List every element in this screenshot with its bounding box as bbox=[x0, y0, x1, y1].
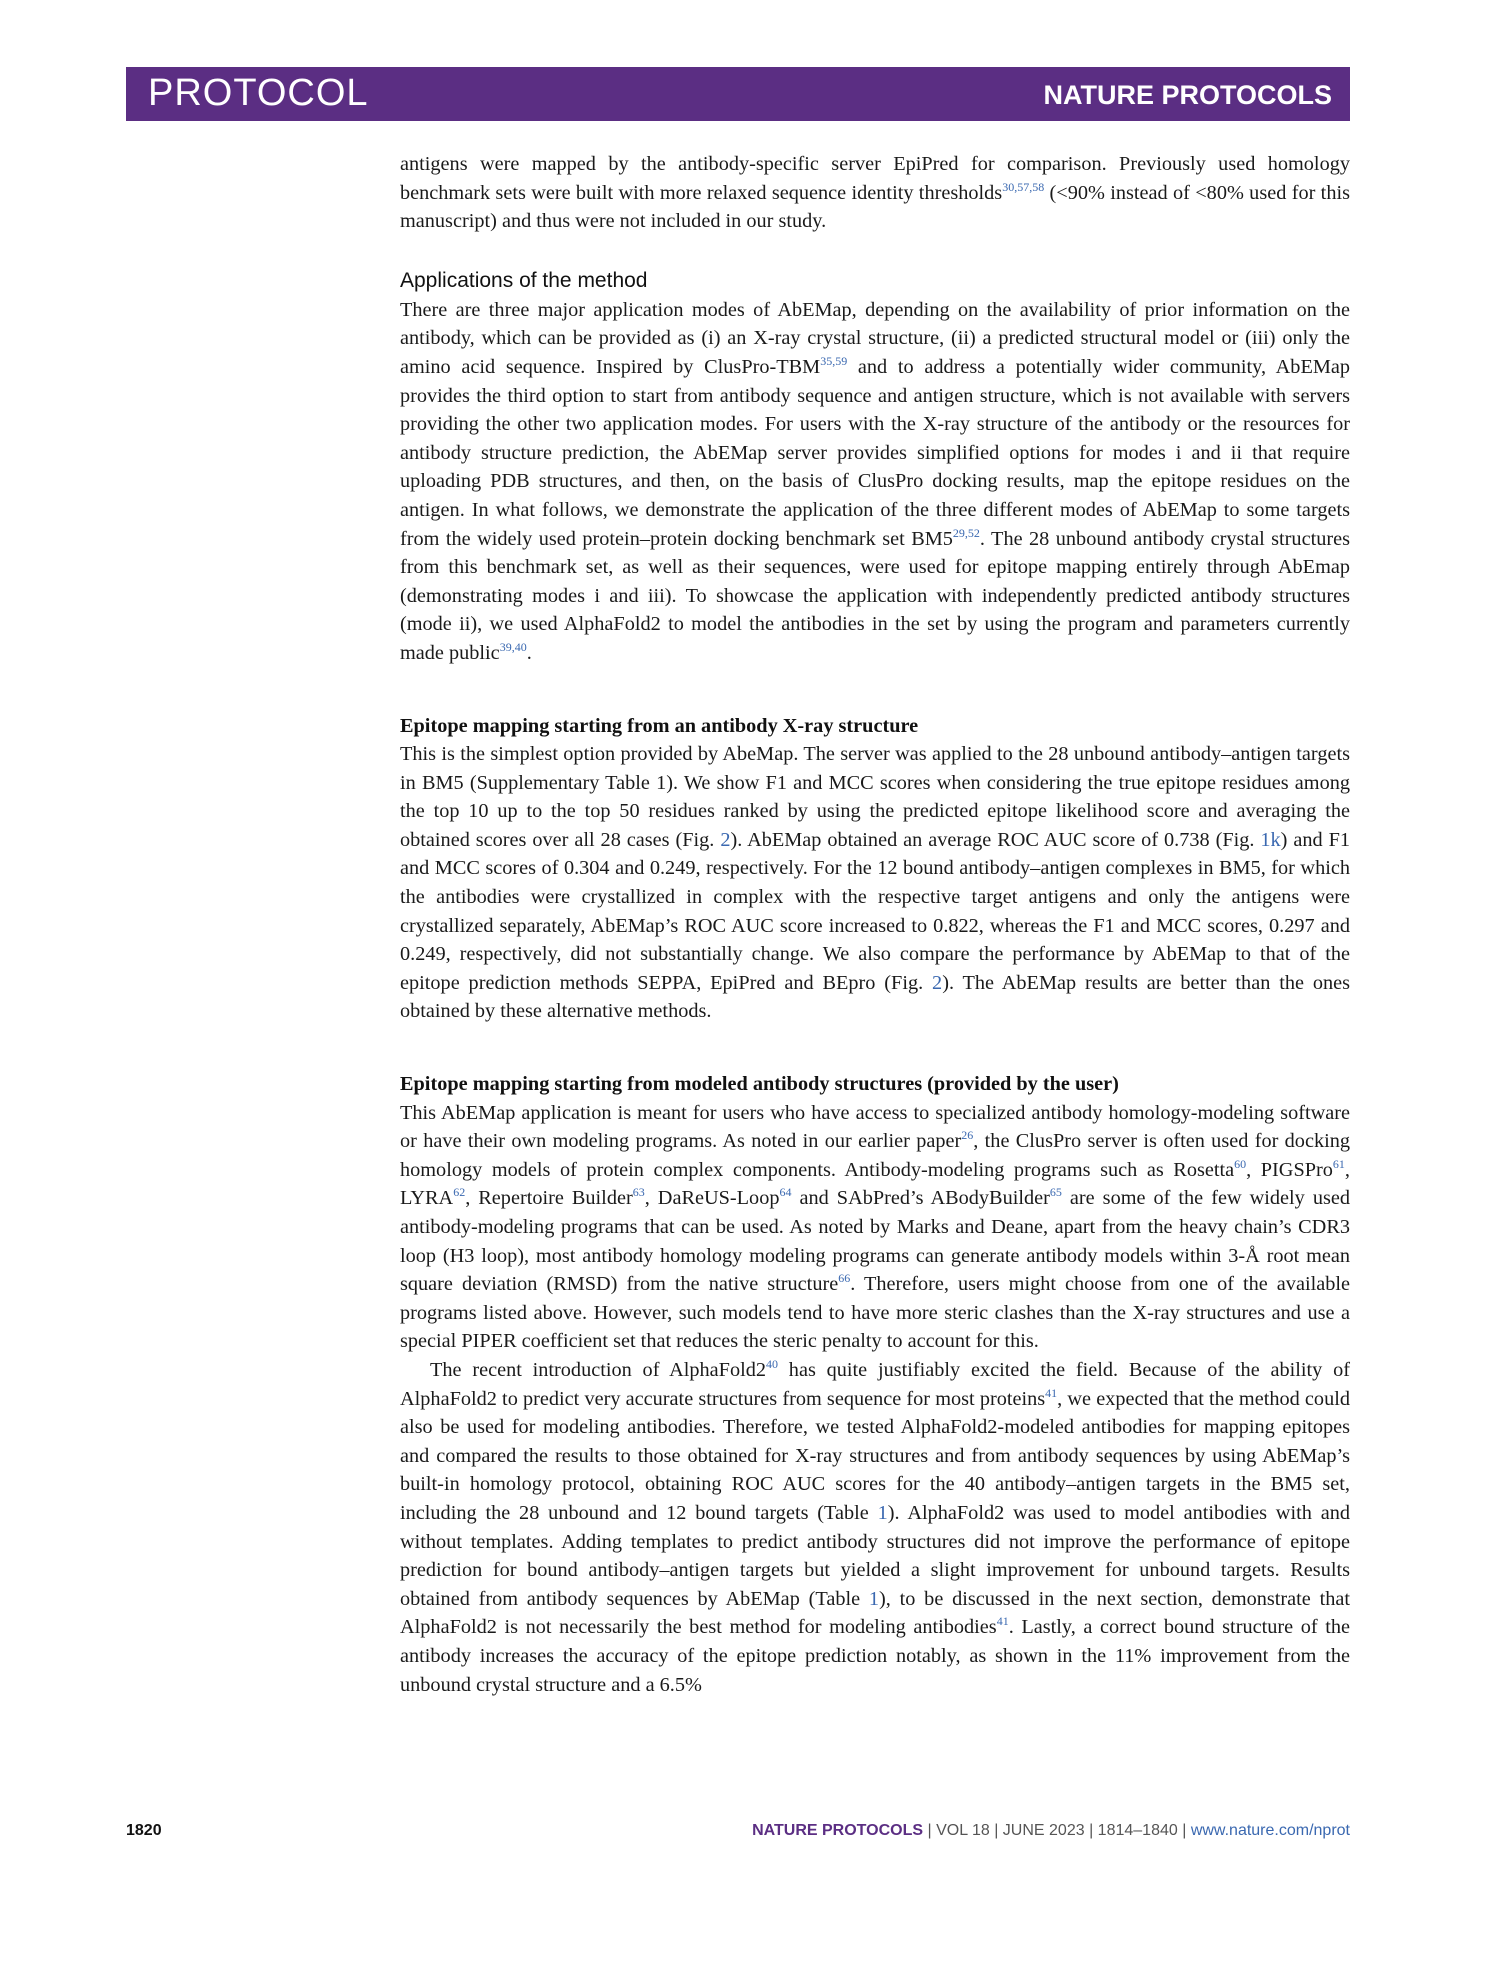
text-run: There are three major application modes of AbEMap, depending on the availability of prior information on the antibody, which can be provided as (i) an X-ray crystal structure, (ii) a predicted structural model or (iii) only the amino acid sequence. Inspired by ClusPro-TBM bbox=[400, 298, 1350, 378]
text-run: ). The AbEMap results are better than the ones obtained by these alternative methods. bbox=[400, 971, 1351, 1023]
journal-url-link[interactable]: www.nature.com/nprot bbox=[1190, 1822, 1350, 1839]
citation-ref[interactable]: 26 bbox=[961, 1128, 974, 1143]
text-run: ), to be discussed in the next section, demonstrate that AlphaFold2 is not necessarily the best method for modeling antibodies bbox=[400, 1587, 1350, 1639]
modeled-paragraph-2 bbox=[400, 1356, 1350, 1699]
text-run: , DaReUS-Loop bbox=[644, 1187, 780, 1210]
figure-link[interactable]: 1k bbox=[1260, 828, 1281, 851]
citation-ref[interactable]: 60 bbox=[1234, 1156, 1247, 1171]
citation-ref[interactable]: 29,52 bbox=[952, 525, 980, 540]
citation-ref[interactable]: 65 bbox=[1049, 1185, 1062, 1200]
text-run: antigens were mapped by the antibody-specific server EpiPred for comparison. Previously used homology benchmark sets were built with more relaxed sequence identity thresholds bbox=[400, 153, 1350, 204]
citation-ref[interactable]: 62 bbox=[453, 1185, 466, 1200]
citation-ref[interactable]: 30,57,58 bbox=[1002, 179, 1045, 194]
journal-label: NATURE PROTOCOLS bbox=[1043, 80, 1332, 110]
citation-ref[interactable]: 41 bbox=[996, 1614, 1009, 1629]
figure-link[interactable]: 2 bbox=[932, 971, 943, 994]
text-run: . Lastly, a correct bound structure of the antibody increases the accuracy of the epitope prediction notably, as shown in the 11% improvement from the unbound crystal structure and a 6.5% bbox=[400, 1616, 1350, 1696]
subsection-heading-xray: Epitope mapping starting from an antibody X-ray structure bbox=[400, 714, 919, 737]
volume-info: | VOL 18 | JUNE 2023 | 1814–1840 | bbox=[923, 1822, 1191, 1839]
text-run: This AbEMap application is meant for users who have access to specialized antibody homology-modeling software or have their own modeling programs. As noted in our earlier paper bbox=[400, 1101, 1350, 1153]
table-link[interactable]: 1 bbox=[868, 1587, 880, 1610]
article-type-label: PROTOCOL bbox=[148, 72, 369, 114]
text-run: are some of the few widely used antibody-modeling programs that can be used. As noted by Marks and Deane, apart from the heavy chain’s CDR3 loop (H3 loop), most antibody homology modeling programs can generate antibody models within 3-Å root mean square deviation (RMSD) from the native structure bbox=[400, 1187, 1351, 1296]
table-link[interactable]: 1 bbox=[877, 1501, 888, 1524]
text-run: . Therefore, users might choose from one of the available programs listed above. However, such models tend to have more steric clashes than the X-ray structures and use a special PIPER coefficient set that reduces the steric penalty to account for this. bbox=[400, 1273, 1350, 1353]
text-run: has quite justifiably excited the field. Because of the ability of AlphaFold2 to predict very accurate structures from sequence for most proteins bbox=[400, 1358, 1350, 1410]
journal-name: NATURE PROTOCOLS bbox=[752, 1822, 924, 1839]
text-run: and SAbPred’s ABodyBuilder bbox=[791, 1187, 1050, 1210]
text-run: , PIGSPro bbox=[1246, 1158, 1333, 1181]
text-run: (<90% instead of <80% used for this manuscript) and thus were not included in our study. bbox=[400, 181, 1350, 233]
text-run: and to address a potentially wider community, AbEMap provides the third option to start from antibody sequence and antigen structure, which is not available with servers providing the other two application modes. For users with the X-ray structure of the antibody or the resources for antibody structure prediction, the AbEMap server provides simplified options for modes i and ii that require uploading PDB structures, and then, on the basis of ClusPro docking results, map the epitope residues on the antigen. In what follows, we demonstrate the application of the three different modes of AbEMap to some targets from the widely used protein–protein docking benchmark set BM5 bbox=[400, 355, 1351, 550]
page-number: 1820 bbox=[126, 1822, 162, 1839]
citation-ref[interactable]: 41 bbox=[1045, 1385, 1058, 1400]
text-run: , we expected that the method could also be used for modeling antibodies. Therefore, we tested AlphaFold2-modeled antibodies for mapping epitopes and compared the results to those obtained for X-ray structures and from antibody sequences by using AbEMap’s built-in homology protocol, obtaining ROC AUC scores for the 40 antibody–antigen targets in the BM5 set, including the 28 unbound and 12 bound targets (Table bbox=[400, 1387, 1350, 1524]
citation-ref[interactable]: 64 bbox=[779, 1185, 792, 1200]
text-run: ) and F1 and MCC scores of 0.304 and 0.249, respectively. For the 12 bound antibody–antigen complexes in BM5, for which the antibodies were crystallized in complex with the respective target antigens and only the antigens were crystallized separately, AbEMap’s ROC AUC score increased to 0.822, whereas the F1 and MCC scores, 0.297 and 0.249, respectively, did not substantially change. We also compare the performance by AbEMap to that of the epitope prediction methods SEPPA, EpiPred and BEpro (Fig. bbox=[400, 828, 1350, 994]
text-run: ). AbEMap obtained an average ROC AUC score of 0.738 (Fig. bbox=[730, 828, 1261, 851]
text-run: . The 28 unbound antibody crystal structures from this benchmark set, as well as their sequences, were used for epitope mapping entirely through AbEmap (demonstrating modes i and iii). To showcase the application with independently predicted antibody structures (mode ii), we used AlphaFold2 to model the antibodies in the set by using the program and parameters currently made public bbox=[400, 527, 1351, 664]
text-run: The recent introduction of AlphaFold2 bbox=[430, 1358, 767, 1381]
subsection-heading-modeled: Epitope mapping starting from modeled antibody structures (provided by the user) bbox=[400, 1073, 1119, 1096]
applications-paragraph bbox=[400, 296, 1350, 668]
text-run: ). AlphaFold2 was used to model antibodies with and without templates. Adding templates to predict antibody structures did not improve the performance of epitope prediction for bound antibody–antigen targets but yielded a slight improvement for unbound targets. Results obtained from antibody sequences by AbEMap (Table bbox=[400, 1501, 1350, 1610]
intro-paragraph bbox=[400, 150, 1350, 236]
header-banner bbox=[126, 67, 1350, 121]
citation-ref[interactable]: 35,59 bbox=[820, 353, 848, 368]
article-body bbox=[400, 150, 1350, 1699]
text-run: This is the simplest option provided by AbeMap. The server was applied to the 28 unbound antibody–antigen targets in BM5 (Supplementary Table 1). We show F1 and MCC scores when considering the true epitope residues among the top 10 up to the top 50 residues ranked by using the predicted epitope likelihood score and averaging the obtained scores over all 28 cases (Fig. bbox=[400, 743, 1350, 851]
modeled-paragraph-1 bbox=[400, 1099, 1350, 1356]
figure-link[interactable]: 2 bbox=[720, 828, 731, 851]
text-run: , the ClusPro server is often used for docking homology models of protein complex components. Antibody-modeling programs such as Rosetta bbox=[400, 1130, 1351, 1181]
citation-ref[interactable]: 66 bbox=[838, 1271, 851, 1286]
text-run: . bbox=[526, 641, 532, 664]
journal-citation bbox=[752, 1822, 1350, 1840]
text-run: , Repertoire Builder bbox=[465, 1187, 633, 1210]
citation-ref[interactable]: 61 bbox=[1332, 1156, 1345, 1171]
section-heading-applications: Applications of the method bbox=[400, 268, 648, 292]
citation-ref[interactable]: 39,40 bbox=[499, 639, 527, 654]
citation-ref[interactable]: 63 bbox=[632, 1185, 645, 1200]
xray-paragraph bbox=[400, 740, 1350, 1026]
citation-ref[interactable]: 40 bbox=[766, 1356, 779, 1371]
text-run: , LYRA bbox=[400, 1158, 1350, 1210]
